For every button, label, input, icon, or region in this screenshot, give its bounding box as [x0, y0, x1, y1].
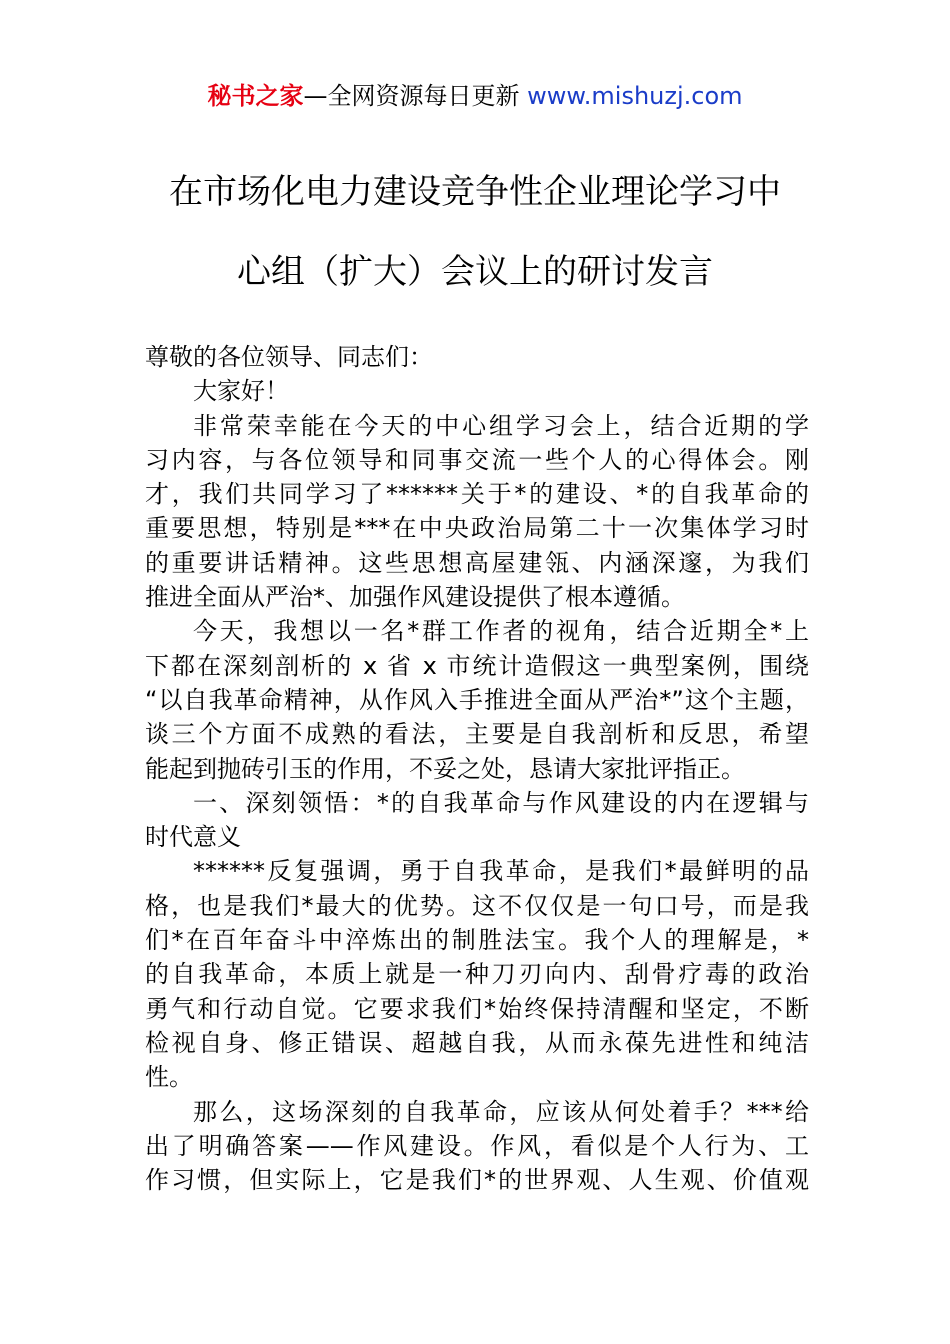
body-line: 习内容，与各位领导和同事交流一些个人的心得体会。刚: [145, 445, 809, 474]
body-line: 性。: [145, 1063, 193, 1092]
body-line: “以自我革命精神，从作风入手推进全面从严治*”这个主题，: [145, 685, 809, 714]
body-line: 那么，这场深刻的自我革命，应该从何处着手？***给: [193, 1097, 809, 1126]
body-line: 谈三个方面不成熟的看法，主要是自我剖析和反思，希望: [145, 720, 809, 749]
body-line: ******反复强调，勇于自我革命，是我们*最鲜明的品: [193, 857, 809, 886]
body-line: 非常荣幸能在今天的中心组学习会上，结合近期的学: [193, 411, 809, 440]
body-line: 作习惯，但实际上，它是我们*的世界观、人生观、价值观: [145, 1166, 809, 1195]
section-heading: 一、深刻领悟：*的自我革命与作风建设的内在逻辑与: [193, 788, 809, 817]
title-line-1: 在市场化电力建设竞争性企业理论学习中: [169, 172, 781, 212]
body-line: 出了明确答案——作风建设。作风，看似是个人行为、工: [145, 1131, 809, 1160]
greeting: 大家好！: [193, 377, 289, 406]
section-heading-continued: 时代意义: [145, 823, 241, 852]
title-line-2: 心组（扩大）会议上的研讨发言: [237, 252, 713, 292]
body-line: 的重要讲话精神。这些思想高屋建瓴、内涵深邃，为我们: [145, 548, 809, 577]
document-body: [145, 340, 809, 1197]
body-line: 今天，我想以一名*群工作者的视角，结合近期全*上: [193, 617, 809, 646]
body-line: 勇气和行动自觉。它要求我们*始终保持清醒和坚定，不断: [145, 994, 809, 1023]
site-url[interactable]: www.mishuzj.com: [527, 82, 743, 110]
body-line: 才，我们共同学习了******关于*的建设、*的自我革命的: [145, 480, 809, 509]
body-line: 能起到抛砖引玉的作用，不妥之处，恳请大家批评指正。: [145, 754, 745, 783]
site-tagline: —全网资源每日更新: [303, 82, 520, 110]
salutation: 尊敬的各位领导、同志们：: [145, 343, 433, 371]
body-line: 格，也是我们*最大的优势。这不仅仅是一句口号，而是我: [145, 891, 809, 920]
body-line: 重要思想，特别是***在中央政治局第二十一次集体学习时: [145, 514, 809, 543]
body-line: 下都在深刻剖析的 x 省 x 市统计造假这一典型案例，围绕: [145, 651, 809, 680]
body-line: 检视自身、修正错误、超越自我，从而永葆先进性和纯洁: [145, 1028, 809, 1057]
body-line: 们*在百年奋斗中淬炼出的制胜法宝。我个人的理解是，*: [145, 926, 809, 955]
site-header: [0, 80, 950, 112]
site-brand: 秘书之家: [207, 82, 304, 110]
document-title: [0, 172, 950, 292]
body-line: 推进全面从严治*、加强作风建设提供了根本遵循。: [145, 583, 685, 612]
body-line: 的自我革命，本质上就是一种刀刃向内、刮骨疗毒的政治: [145, 960, 809, 989]
